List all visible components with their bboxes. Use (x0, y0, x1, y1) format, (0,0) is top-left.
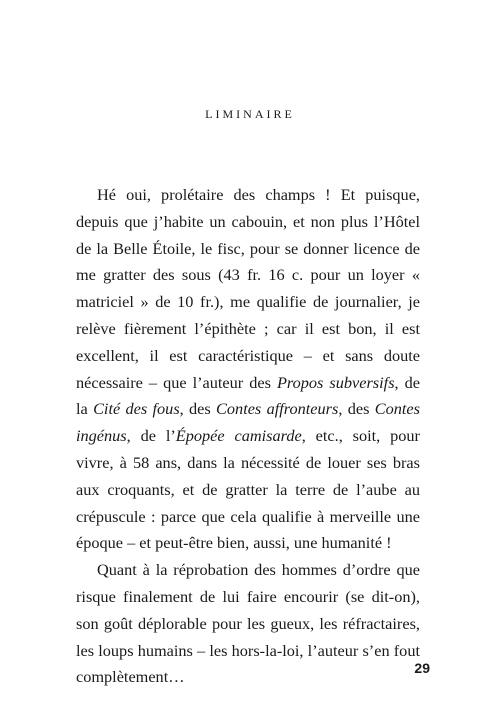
text-segment: , de l’ (126, 426, 176, 446)
paragraph-2 (76, 557, 420, 691)
book-title: Propos subversifs (276, 372, 395, 392)
body-text (76, 182, 420, 691)
book-title: Cité des fous (93, 399, 180, 419)
text-segment: Quant à la réprobation des hommes d’ordre que risque finalement de lui faire encourir (se dit-on), son goût déplorable pour les gueux, les réfractaires, les loups humains – les hors-la-loi, l’auteur s’en fout complètement… (76, 560, 420, 687)
book-title: Contes affronteurs (216, 399, 339, 419)
text-segment: , etc., soit, pour vivre, à 58 ans, dans la nécessité de louer ses bras aux croquants, et de gratter la terre de l’aube au crépuscule : parce que cela qualifie à merveille une époque – et peut-être bien, aussi, une humanité ! (76, 426, 420, 553)
book-title: Épopée camisarde (175, 426, 302, 446)
chapter-heading: LIMINAIRE (205, 107, 295, 121)
text-segment: , des (179, 399, 217, 419)
paragraph-1 (76, 182, 420, 557)
text-segment: , des (338, 399, 375, 419)
book-title: Contes ingénus (76, 399, 420, 446)
text-segment: Hé oui, prolétaire des champs ! Et puisque, depuis que j’habite un cabouin, et non plus l’Hôtel de la Belle Étoile, le fisc, pour se donner licence de me gratter des sous (43 fr. 16 c. pour un loyer « matriciel » de 10 fr.), me qualifie de journalier, je relève fièrement l’épithète ; car il est bon, il est excellent, il est caractéristique – et sans doute nécessaire – que l’auteur des (76, 185, 420, 392)
text-segment: , de la (76, 372, 420, 419)
page-number: 29 (414, 660, 430, 676)
